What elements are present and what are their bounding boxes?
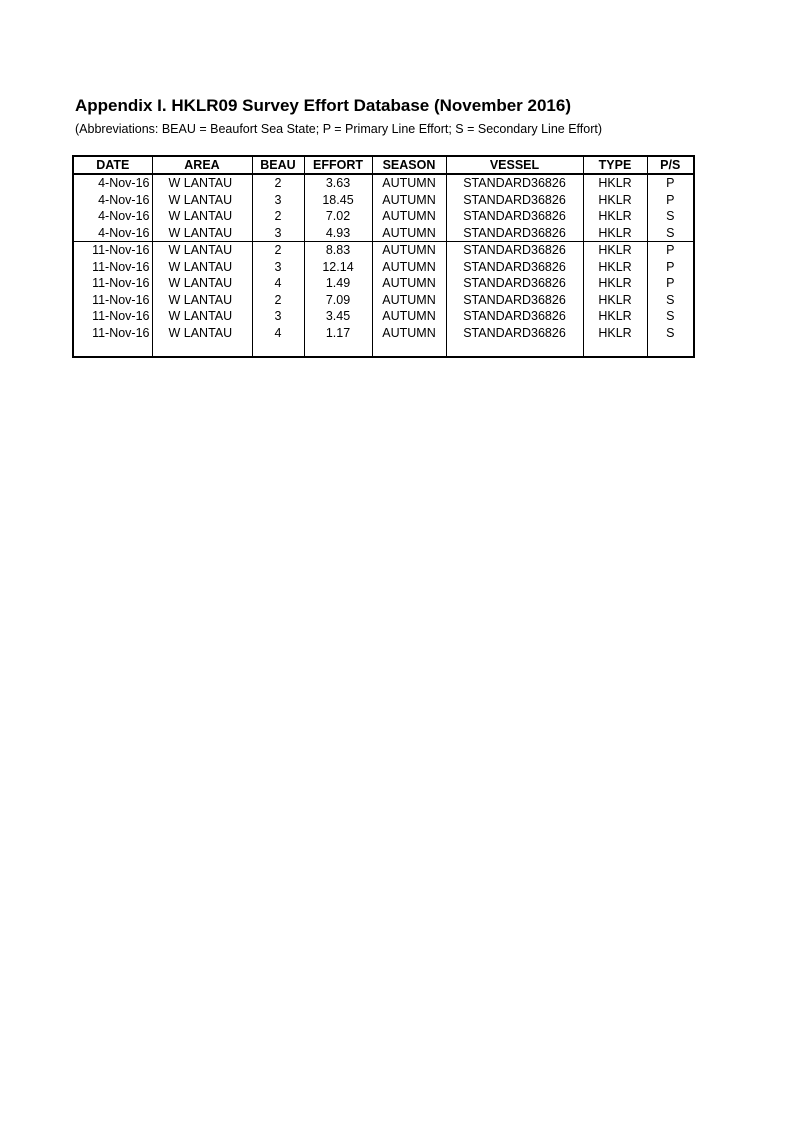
cell-vessel: STANDARD36826 bbox=[446, 192, 583, 209]
cell-beau: 4 bbox=[252, 275, 304, 292]
cell-type: HKLR bbox=[583, 242, 647, 259]
cell-effort: 12.14 bbox=[304, 259, 372, 276]
cell-beau: 2 bbox=[252, 242, 304, 259]
table-header-row bbox=[74, 157, 693, 174]
header-type: TYPE bbox=[583, 157, 647, 174]
cell-area: W LANTAU bbox=[152, 174, 252, 192]
cell-area: W LANTAU bbox=[152, 275, 252, 292]
cell-type: HKLR bbox=[583, 225, 647, 242]
cell-date: 4-Nov-16 bbox=[74, 208, 152, 225]
cell-ps: S bbox=[666, 325, 675, 340]
cell-effort: 8.83 bbox=[304, 242, 372, 259]
table-row bbox=[74, 308, 693, 325]
cell-season: AUTUMN bbox=[372, 308, 446, 325]
cell-season: AUTUMN bbox=[372, 275, 446, 292]
table-row bbox=[74, 192, 693, 209]
cell-beau: 2 bbox=[252, 292, 304, 309]
cell-vessel: STANDARD36826 bbox=[446, 325, 583, 342]
cell-season: AUTUMN bbox=[372, 242, 446, 259]
cell-effort: 1.49 bbox=[304, 275, 372, 292]
table-row bbox=[74, 259, 693, 276]
table-row bbox=[74, 325, 693, 342]
cell-beau: 2 bbox=[252, 174, 304, 192]
cell-effort: 3.45 bbox=[304, 308, 372, 325]
cell-season: AUTUMN bbox=[372, 259, 446, 276]
cell-vessel: STANDARD36826 bbox=[446, 208, 583, 225]
cell-date: 11-Nov-16 bbox=[74, 259, 152, 276]
table-row bbox=[74, 208, 693, 225]
empty-cell bbox=[304, 341, 372, 356]
empty-cell bbox=[583, 341, 647, 356]
cell-vessel: STANDARD36826 bbox=[446, 242, 583, 259]
abbreviations-note: (Abbreviations: BEAU = Beaufort Sea State; P = Primary Line Effort; S = Secondary Line Effort) bbox=[75, 122, 603, 136]
table-filler-row bbox=[74, 341, 693, 356]
cell-beau: 4 bbox=[252, 325, 304, 342]
cell-area: W LANTAU bbox=[152, 192, 252, 209]
cell-ps: S bbox=[666, 209, 675, 224]
cell-season: AUTUMN bbox=[372, 292, 446, 309]
cell-date: 4-Nov-16 bbox=[74, 192, 152, 209]
cell-area: W LANTAU bbox=[152, 292, 252, 309]
header-season: SEASON bbox=[372, 157, 446, 174]
cell-type: HKLR bbox=[583, 174, 647, 192]
empty-cell bbox=[252, 341, 304, 356]
header-area: AREA bbox=[152, 157, 252, 174]
cell-season: AUTUMN bbox=[372, 225, 446, 242]
cell-ps: P bbox=[666, 276, 675, 291]
cell-ps: P bbox=[666, 192, 675, 207]
cell-area: W LANTAU bbox=[152, 225, 252, 242]
cell-vessel: STANDARD36826 bbox=[446, 275, 583, 292]
cell-ps: S bbox=[666, 225, 675, 240]
cell-season: AUTUMN bbox=[372, 174, 446, 192]
cell-area: W LANTAU bbox=[152, 208, 252, 225]
cell-beau: 3 bbox=[252, 308, 304, 325]
cell-date: 11-Nov-16 bbox=[74, 308, 152, 325]
page-title: Appendix I. HKLR09 Survey Effort Database (November 2016) bbox=[75, 96, 571, 115]
cell-type: HKLR bbox=[583, 208, 647, 225]
header-effort: EFFORT bbox=[304, 157, 372, 174]
cell-ps: P bbox=[666, 259, 675, 274]
cell-type: HKLR bbox=[583, 292, 647, 309]
cell-vessel: STANDARD36826 bbox=[446, 225, 583, 242]
empty-cell bbox=[446, 341, 583, 356]
table-row bbox=[74, 292, 693, 309]
cell-vessel: STANDARD36826 bbox=[446, 292, 583, 309]
header-ps: P/S bbox=[647, 157, 693, 174]
empty-cell bbox=[372, 341, 446, 356]
cell-season: AUTUMN bbox=[372, 192, 446, 209]
cell-beau: 2 bbox=[252, 208, 304, 225]
cell-type: HKLR bbox=[583, 259, 647, 276]
cell-date: 11-Nov-16 bbox=[74, 292, 152, 309]
empty-cell bbox=[647, 341, 693, 356]
cell-type: HKLR bbox=[583, 275, 647, 292]
cell-season: AUTUMN bbox=[372, 325, 446, 342]
cell-vessel: STANDARD36826 bbox=[446, 259, 583, 276]
survey-effort-table bbox=[72, 155, 695, 358]
table-row bbox=[74, 174, 693, 192]
cell-area: W LANTAU bbox=[152, 308, 252, 325]
cell-effort: 7.02 bbox=[304, 208, 372, 225]
table-body bbox=[74, 174, 693, 356]
cell-date: 11-Nov-16 bbox=[74, 275, 152, 292]
empty-cell bbox=[152, 341, 252, 356]
cell-date: 11-Nov-16 bbox=[74, 325, 152, 342]
header-vessel: VESSEL bbox=[446, 157, 583, 174]
table-row bbox=[74, 275, 693, 292]
cell-vessel: STANDARD36826 bbox=[446, 308, 583, 325]
cell-ps: P bbox=[666, 176, 675, 191]
cell-beau: 3 bbox=[252, 192, 304, 209]
table-row bbox=[74, 242, 693, 259]
cell-date: 11-Nov-16 bbox=[74, 242, 152, 259]
cell-effort: 7.09 bbox=[304, 292, 372, 309]
cell-date: 4-Nov-16 bbox=[74, 174, 152, 192]
empty-cell bbox=[74, 341, 152, 356]
cell-ps: S bbox=[666, 309, 675, 324]
cell-area: W LANTAU bbox=[152, 325, 252, 342]
cell-effort: 18.45 bbox=[304, 192, 372, 209]
cell-effort: 3.63 bbox=[304, 174, 372, 192]
cell-effort: 4.93 bbox=[304, 225, 372, 242]
cell-date: 4-Nov-16 bbox=[74, 225, 152, 242]
cell-season: AUTUMN bbox=[372, 208, 446, 225]
cell-area: W LANTAU bbox=[152, 259, 252, 276]
cell-vessel: STANDARD36826 bbox=[446, 174, 583, 192]
cell-beau: 3 bbox=[252, 225, 304, 242]
cell-ps: S bbox=[666, 292, 675, 307]
table-row bbox=[74, 225, 693, 242]
header-beau: BEAU bbox=[252, 157, 304, 174]
cell-beau: 3 bbox=[252, 259, 304, 276]
cell-type: HKLR bbox=[583, 308, 647, 325]
cell-type: HKLR bbox=[583, 192, 647, 209]
header-date: DATE bbox=[74, 157, 152, 174]
cell-effort: 1.17 bbox=[304, 325, 372, 342]
cell-ps: P bbox=[647, 242, 693, 259]
cell-type: HKLR bbox=[583, 325, 647, 342]
cell-area: W LANTAU bbox=[152, 242, 252, 259]
